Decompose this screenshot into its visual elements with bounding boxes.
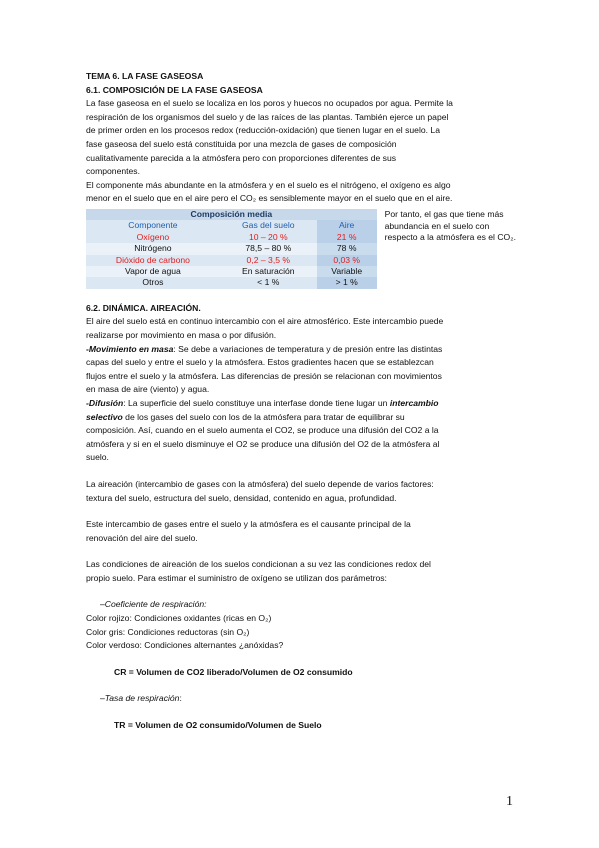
table-row: [86, 255, 377, 266]
table-row: [86, 232, 377, 243]
paragraph-fase-gaseosa: [86, 97, 516, 179]
cell: < 1 %: [220, 277, 317, 288]
cell: > 1 %: [317, 277, 377, 288]
table-row: [86, 277, 377, 288]
text-line: El componente más abundante en la atmósfera y en el suelo es el nitrógeno, el oxígeno es algo: [86, 179, 451, 190]
cell: 78 %: [317, 243, 377, 254]
color-item: Color verdoso: Condiciones alternantes ¿anóxidas?: [86, 640, 284, 651]
text-line: propio suelo. Para estimar el suministro de oxígeno se utilizan dos parámetros:: [86, 572, 387, 583]
paragraph-renovacion: [86, 518, 516, 545]
text-line: realizarse por movimiento en masa o por difusión.: [86, 329, 277, 340]
text-line: de primer orden en los procesos redox (reducción-oxidación) que tienen lugar en el suelo. La: [86, 125, 440, 136]
cell: Vapor de agua: [86, 266, 220, 277]
paragraph-intercambio-aire: [86, 315, 516, 342]
section-heading-composicion: 6.1. COMPOSICIÓN DE LA FASE GASEOSA: [86, 84, 263, 95]
text-line: menor en el suelo que en el aire pero el CO₂ es sensiblemente mayor en el suelo que en el aire.: [86, 193, 453, 204]
table-row: [86, 266, 377, 277]
cell: 78,5 – 80 %: [220, 243, 317, 254]
color-item: Color rojizo: Condiciones oxidantes (ricas en O₂): [86, 613, 272, 624]
text-span: : Se debe a variaciones de temperatura y de presión entre las distintas: [173, 343, 443, 354]
document-title: TEMA 6. LA FASE GASEOSA: [86, 71, 204, 81]
paragraph-condiciones: [86, 558, 516, 585]
cell: 0,2 – 3,5 %: [220, 255, 317, 266]
text-line: flujos entre el suelo y la atmósfera. Las diferencias de presión se relacionan con movimientos: [86, 370, 442, 381]
side-note: Por tanto, el gas que tiene más abundancia en el suelo con respecto a la atmósfera es el CO₂.: [384, 208, 516, 243]
text-line: El aire del suelo está en continuo intercambio con el aire atmosférico. Este intercambio puede: [86, 316, 444, 327]
cell: 21 %: [317, 232, 377, 243]
header-gas-suelo: Gas del suelo: [242, 220, 295, 231]
text-line: suelo.: [86, 452, 109, 463]
text-line: Este intercambio de gases entre el suelo y la atmósfera es el causante principal de la: [86, 519, 411, 530]
composition-table: [86, 209, 377, 289]
cell: Oxígeno: [86, 232, 220, 243]
text-line: La aireación (intercambio de gases con la atmósfera) del suelo depende de varios factores:: [86, 478, 434, 489]
section-heading-dinamica: 6.2. DINÁMICA. AIREACIÓN.: [86, 302, 201, 313]
paragraph-movimiento-masa: [86, 343, 516, 397]
paragraph-aireacion: [86, 478, 516, 505]
tr-formula: TR = Volumen de O2 consumido/Volumen de Suelo: [114, 720, 322, 731]
text-line: renovación del aire del suelo.: [86, 532, 198, 543]
cell: 10 – 20 %: [220, 232, 317, 243]
text-span: de los gases del suelo con los de la atmósfera para tratar de equilibrar su: [122, 411, 405, 422]
paragraph-difusion: [86, 397, 516, 465]
cell: 0,03 %: [317, 255, 377, 266]
tasa-label: –Tasa de respiración: [100, 693, 180, 704]
text-span: : La superficie del suelo constituye una interfase donde tiene lugar un: [123, 397, 390, 408]
text-span: :: [179, 693, 182, 704]
cell: Nitrógeno: [86, 243, 220, 254]
text-line: respiración de los organismos del suelo y de las raíces de las plantas. También ejerce un papel: [86, 111, 449, 122]
cell: Otros: [86, 277, 220, 288]
text-line: en masa de aire (viento) y agua.: [86, 384, 210, 395]
text-line: atmósfera y si en el suelo disminuye el O2 se produce una difusión del O2 de la atmósfera al: [86, 438, 440, 449]
coeficiente-label: –Coeficiente de respiración:: [100, 599, 207, 610]
text-line: capas del suelo y entre el suelo y la atmósfera. Estos gradientes hacen que se establezcan: [86, 357, 434, 368]
term-movimiento-masa: -Movimiento en masa: [86, 343, 174, 354]
term-intercambio: intercambio: [389, 397, 439, 408]
page-number: 1: [506, 794, 513, 809]
table-caption: Composición media: [86, 209, 377, 220]
document-page: [86, 70, 516, 733]
paragraph-componente: [86, 179, 516, 206]
table-header-row: [86, 220, 377, 231]
header-componente: Componente: [128, 220, 178, 231]
cell: En saturación: [220, 266, 317, 277]
cell: Variable: [317, 266, 377, 277]
table-row: [86, 243, 377, 254]
term-selectivo: selectivo: [86, 411, 123, 422]
cell: Dióxido de carbono: [86, 255, 220, 266]
text-line: fase gaseosa del suelo está constituida por una mezcla de gases de composición: [86, 138, 397, 149]
color-item: Color gris: Condiciones reductoras (sin O₂): [86, 626, 250, 637]
text-line: componentes.: [86, 166, 140, 177]
cr-formula: CR = Volumen de CO2 liberado/Volumen de O2 consumido: [114, 666, 353, 677]
term-difusion: -Difusión: [86, 397, 124, 408]
text-line: Las condiciones de aireación de los suelos condicionan a su vez las condiciones redox del: [86, 559, 431, 570]
text-line: La fase gaseosa en el suelo se localiza en los poros y huecos no ocupados por agua. Permite la: [86, 98, 453, 109]
text-line: textura del suelo, estructura del suelo, densidad, contenido en agua, profundidad.: [86, 492, 397, 503]
table-with-note: [86, 209, 516, 289]
text-line: composición. Así, cuando en el suelo aumenta el CO2, se produce una difusión del CO2 a la: [86, 425, 439, 436]
table-caption-row: [86, 209, 377, 220]
header-aire: Aire: [317, 220, 377, 231]
text-line: cualitativamente parecida a la atmósfera pero con proporciones diferentes de sus: [86, 152, 397, 163]
